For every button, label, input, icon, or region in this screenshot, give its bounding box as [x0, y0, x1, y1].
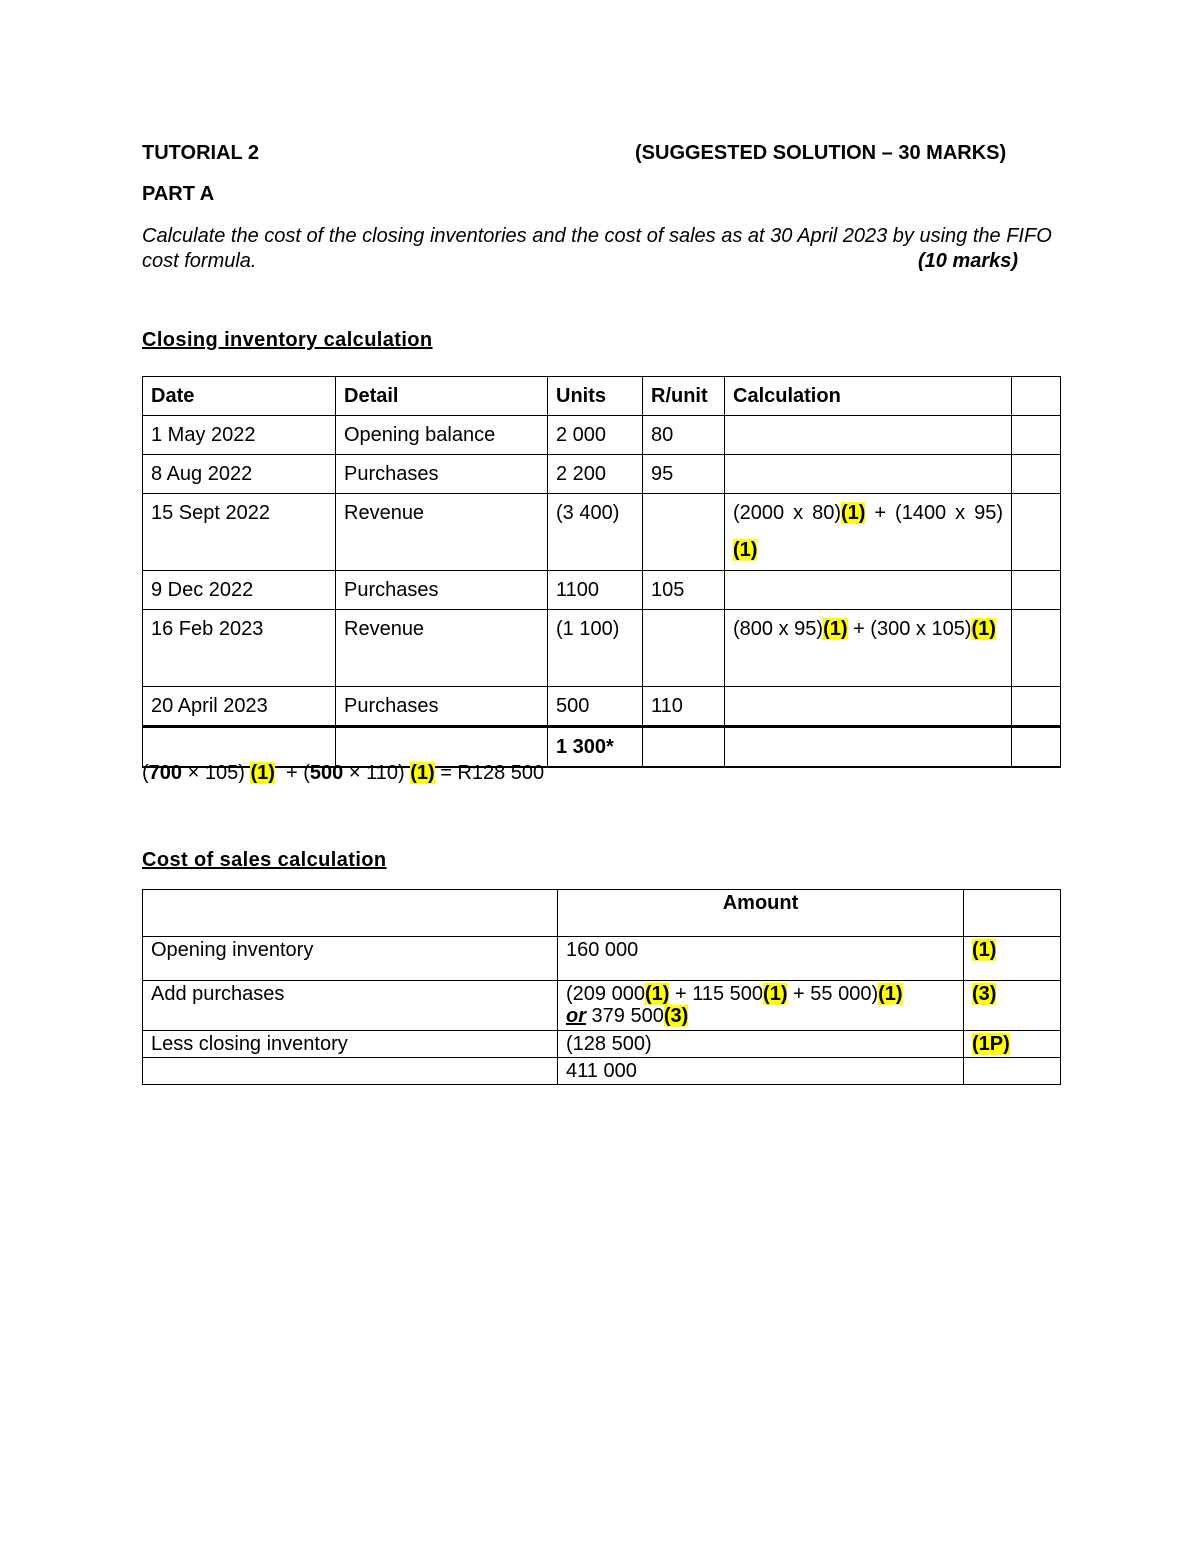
mark-highlight: (1): [250, 762, 275, 784]
row-rate: 110: [643, 687, 725, 727]
formula-quantity: 500: [309, 762, 344, 784]
instruction-marks: (10 marks): [918, 250, 1019, 272]
row-label: Less closing inventory: [143, 1031, 558, 1058]
solution-heading: (SUGGESTED SOLUTION – 30 MARKS): [635, 142, 1007, 164]
row-blank: [1012, 571, 1061, 610]
table-row: [143, 981, 1061, 1031]
mark-highlight: (1): [823, 618, 848, 640]
row-rate: 80: [643, 416, 725, 455]
mark-highlight: (1): [878, 983, 903, 1005]
cost-of-sales-table: [142, 889, 1061, 1085]
row-calculation: [725, 416, 1012, 455]
calc-part-b: + (300 x 105): [847, 618, 972, 640]
row-detail: Opening balance: [336, 416, 548, 455]
row-mark: [964, 1031, 1061, 1058]
row-detail: Purchases: [336, 687, 548, 727]
mark-highlight: (1P): [972, 1033, 1010, 1055]
table-row: [143, 455, 1061, 494]
total-blank: [643, 727, 725, 768]
formula-text: × 110): [343, 762, 411, 784]
row-detail: Revenue: [336, 494, 548, 571]
row-date: 9 Dec 2022: [143, 571, 336, 610]
formula-quantity: 700: [148, 762, 183, 784]
closing-inventory-title: Closing inventory calculation: [142, 329, 433, 351]
row-units: 500: [548, 687, 643, 727]
cost-of-sales-title: Cost of sales calculation: [142, 849, 387, 871]
table-header-row: [143, 890, 1061, 937]
row-calculation: [725, 571, 1012, 610]
header-detail: Detail: [336, 377, 548, 416]
row-date: 1 May 2022: [143, 416, 336, 455]
purchase-amount: + 115 500: [669, 983, 764, 1005]
table-row: [143, 416, 1061, 455]
header-date: Date: [143, 377, 336, 416]
header-rate: R/unit: [643, 377, 725, 416]
purchase-alt-amount: 379 500: [586, 1005, 664, 1027]
mark-highlight: (3): [972, 983, 997, 1005]
total-blank: [1012, 727, 1061, 768]
row-calculation: [725, 687, 1012, 727]
row-mark: [964, 981, 1061, 1031]
row-blank: [1012, 610, 1061, 687]
mark-highlight: (1): [644, 983, 670, 1005]
calc-part-a: (800 x 95): [733, 618, 824, 640]
row-label: Add purchases: [143, 981, 558, 1031]
total-units: 1 300*: [548, 727, 643, 768]
mark-highlight: (1): [972, 939, 997, 961]
purchase-amount: (209 000: [566, 983, 645, 1005]
row-date: 16 Feb 2023: [143, 610, 336, 687]
instruction-text: Calculate the cost of the closing inventories and the cost of sales as at 30 April 2023 by using the FIFO cost formula.: [142, 225, 1052, 272]
closing-inventory-table: [142, 376, 1061, 768]
total-row: [143, 1058, 1061, 1085]
mark-highlight: (1): [410, 762, 435, 784]
mark-highlight: (1): [733, 539, 758, 561]
header-units: Units: [548, 377, 643, 416]
table-row: [143, 937, 1061, 981]
mark-highlight: (1): [840, 502, 866, 524]
row-rate: [643, 610, 725, 687]
row-amount: (128 500): [558, 1031, 964, 1058]
row-rate: 105: [643, 571, 725, 610]
row-blank: [1012, 455, 1061, 494]
total-blank: [964, 1058, 1061, 1085]
closing-inventory-formula: [142, 762, 544, 785]
mark-highlight: (3): [663, 1005, 689, 1027]
formula-text: + (: [274, 762, 310, 784]
purchase-amount: + 55 000): [787, 983, 879, 1005]
row-amount: [558, 981, 964, 1031]
header-blank: [964, 890, 1061, 937]
row-blank: [1012, 416, 1061, 455]
row-mark: [964, 937, 1061, 981]
total-blank: [143, 1058, 558, 1085]
mark-highlight: (1): [971, 618, 996, 640]
total-row: [143, 727, 1061, 768]
or-word: or: [566, 1005, 586, 1027]
table-row: [143, 571, 1061, 610]
calc-part-b: + (1400 x 95): [865, 502, 1004, 524]
row-units: (3 400): [548, 494, 643, 571]
row-calculation: [725, 610, 1012, 687]
row-detail: Purchases: [336, 455, 548, 494]
formula-text: × 105): [182, 762, 251, 784]
formula-result: = R128 500: [434, 762, 545, 784]
total-blank: [725, 727, 1012, 768]
header-amount: Amount: [558, 890, 964, 937]
row-detail: Purchases: [336, 571, 548, 610]
row-rate: 95: [643, 455, 725, 494]
mark-highlight: (1): [763, 983, 788, 1005]
row-units: 1100: [548, 571, 643, 610]
total-blank: [336, 727, 548, 768]
row-detail: Revenue: [336, 610, 548, 687]
calc-part-a: (2000 x 80): [733, 502, 841, 524]
row-calculation: [725, 494, 1012, 571]
row-date: 15 Sept 2022: [143, 494, 336, 571]
row-units: (1 100): [548, 610, 643, 687]
row-blank: [1012, 687, 1061, 727]
part-heading: PART A: [142, 183, 215, 205]
table-header-row: [143, 377, 1061, 416]
row-date: 8 Aug 2022: [143, 455, 336, 494]
header-blank: [143, 890, 558, 937]
row-date: 20 April 2023: [143, 687, 336, 727]
table-row: [143, 610, 1061, 687]
row-amount: 160 000: [558, 937, 964, 981]
instruction-block: [142, 224, 1062, 274]
table-row: [143, 687, 1061, 727]
total-amount: 411 000: [558, 1058, 964, 1085]
row-calculation: [725, 455, 1012, 494]
tutorial-title: TUTORIAL 2: [142, 142, 260, 164]
row-blank: [1012, 494, 1061, 571]
table-row: [143, 494, 1061, 571]
header-calculation: Calculation: [725, 377, 1012, 416]
row-units: 2 200: [548, 455, 643, 494]
row-rate: [643, 494, 725, 571]
total-blank: [143, 727, 336, 768]
row-label: Opening inventory: [143, 937, 558, 981]
table-row: [143, 1031, 1061, 1058]
header-blank: [1012, 377, 1061, 416]
formula-text: (: [142, 762, 149, 784]
row-units: 2 000: [548, 416, 643, 455]
